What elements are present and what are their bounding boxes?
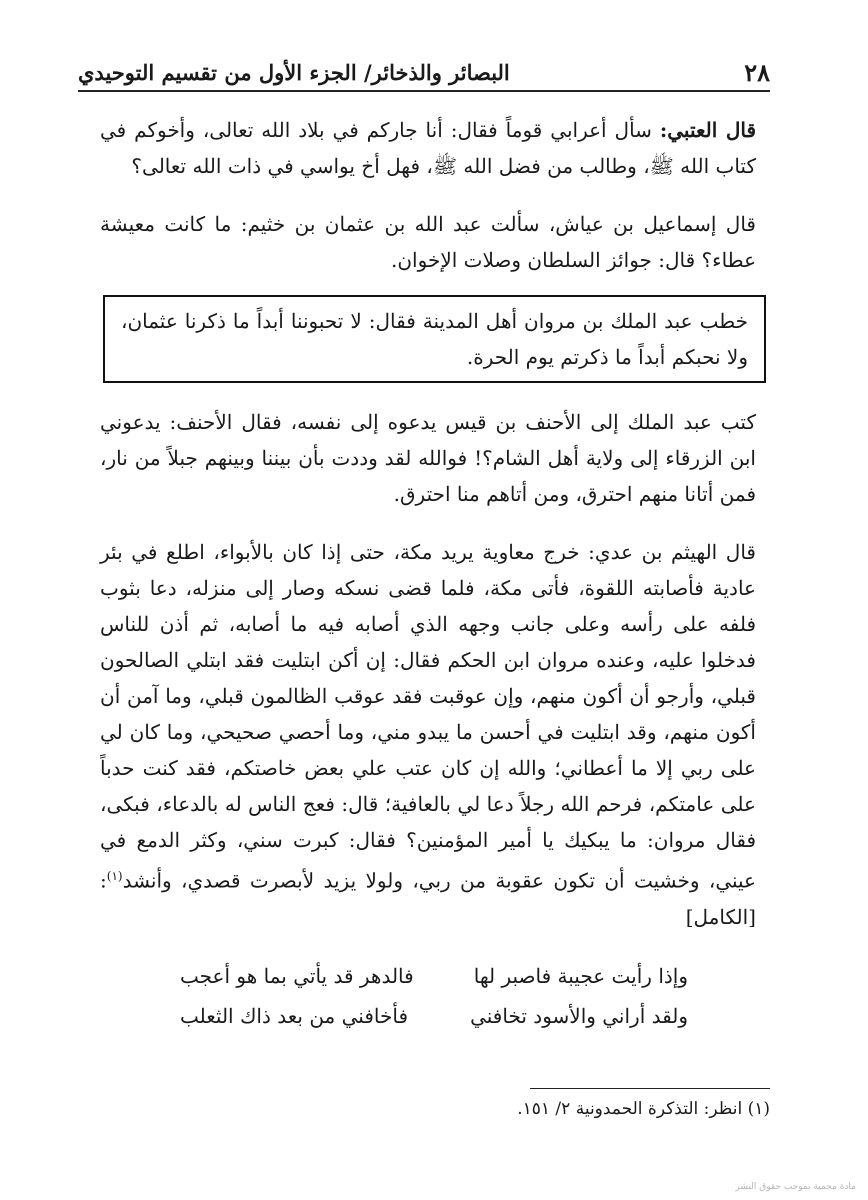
footnote-reference[interactable]: (١)	[106, 869, 123, 883]
page-number: ٢٨	[744, 57, 770, 87]
paragraph-ismail	[100, 206, 756, 278]
paragraph-text: كتب عبد الملك إلى الأحنف بن قيس يدعوه إلى نفسه، فقال الأحنف: يدعوني ابن الزرقاء إلى ولاية أهل الشام؟! فوالله لقد وددت بأن بيننا وبينهم جبلاً من نار، فمن أتانا منهم احترق، ومن أتاهم منا احترق.	[100, 410, 756, 506]
paragraph-text: خطب عبد الملك بن مروان أهل المدينة فقال: لا تحبوننا أبداً ما ذكرنا عثمان، ولا نحبكم أبداً ما ذكرتم يوم الحرة.	[121, 309, 748, 369]
speaker-name: قال العتبي:	[659, 118, 756, 142]
poetic-meter: : [الكامل]	[100, 868, 756, 929]
poem-verse	[180, 996, 688, 1036]
paragraph-haytham	[100, 534, 756, 935]
paragraph-text: قال الهيثم بن عدي: خرج معاوية يريد مكة، حتى إذا كان بالأبواء، اطلع في بئر عادية فأصابته اللقوة، فأتى مكة، فلما قضى نسكه وصار إلى منزله، دعا بثوب فلفه على رأسه وعلى جانب وجهه الذي أصابه فيه ما أصابه، ثم أذن للناس فدخلوا عليه، وعنده مروان ابن الحكم فقال: إن أكن ابتليت فقد ابتلي الصالحون قبلي، وأرجو أن أكون منهم، وإن عوقبت فقد عوقب الظالمون قبلي، وما آمن أن أكون منهم، وقد ابتليت في أحسن ما يبدو مني، وما أحصي صحيحي، وما كان لي على ربي إلا ما أعطاني؛ والله إن كان عتب علي بعض خاصتكم، فقد كنت حدباً على عامتكم، فرحم الله رجلاً دعا لي بالعافية؛ قال: فعج الناس له بالدعاء، فبكى، فقال مروان: ما يبكيك يا أمير المؤمنين؟ فقال: كبرت سني، وكثر الدمع في عيني، وخشيت أن تكون عقوبة من ربي، ولولا يزيد لأبصرت قصدي، وأنشد	[100, 540, 756, 893]
footnote-divider	[530, 1088, 770, 1089]
verse-first-hemistich: وإذا رأيت عجيبة فاصبر لها	[473, 964, 688, 988]
verse-second-hemistich: فأخافني من بعد ذاك الثعلب	[180, 1004, 408, 1028]
paragraph-utbi	[100, 112, 756, 184]
paragraph-text: سأل أعرابي قوماً فقال: أنا جاركم في بلاد الله تعالى، وأخوكم في كتاب الله ﷺ، وطالب من فضل الله ﷺ، فهل أخ يواسي في ذات الله تعالى؟	[100, 118, 756, 178]
copyright-watermark: مادة محمية بموجب حقوق النشر	[735, 1182, 856, 1192]
footnote-text: انظر: التذكرة الحمدونية ٢/ ١٥١.	[517, 1099, 743, 1119]
page-header	[78, 54, 770, 92]
boxed-paragraph	[103, 295, 766, 383]
poem-verse	[180, 956, 688, 996]
poem	[180, 956, 688, 1036]
running-title: البصائر والذخائر/ الجزء الأول من تقسيم التوحيدي	[78, 59, 510, 85]
paragraph-text: قال إسماعيل بن عياش، سألت عبد الله بن عثمان بن خثيم: ما كانت معيشة عطاء؟ قال: جوائز السلطان وصلات الإخوان.	[100, 212, 756, 272]
footnote-mark: (١)	[747, 1099, 770, 1119]
footnote	[100, 1094, 770, 1124]
paragraph-ahnaf	[100, 404, 756, 512]
verse-first-hemistich: ولقد أراني والأسود تخافني	[470, 1004, 688, 1028]
verse-second-hemistich: فالدهر قد يأتي بما هو أعجب	[180, 964, 414, 988]
